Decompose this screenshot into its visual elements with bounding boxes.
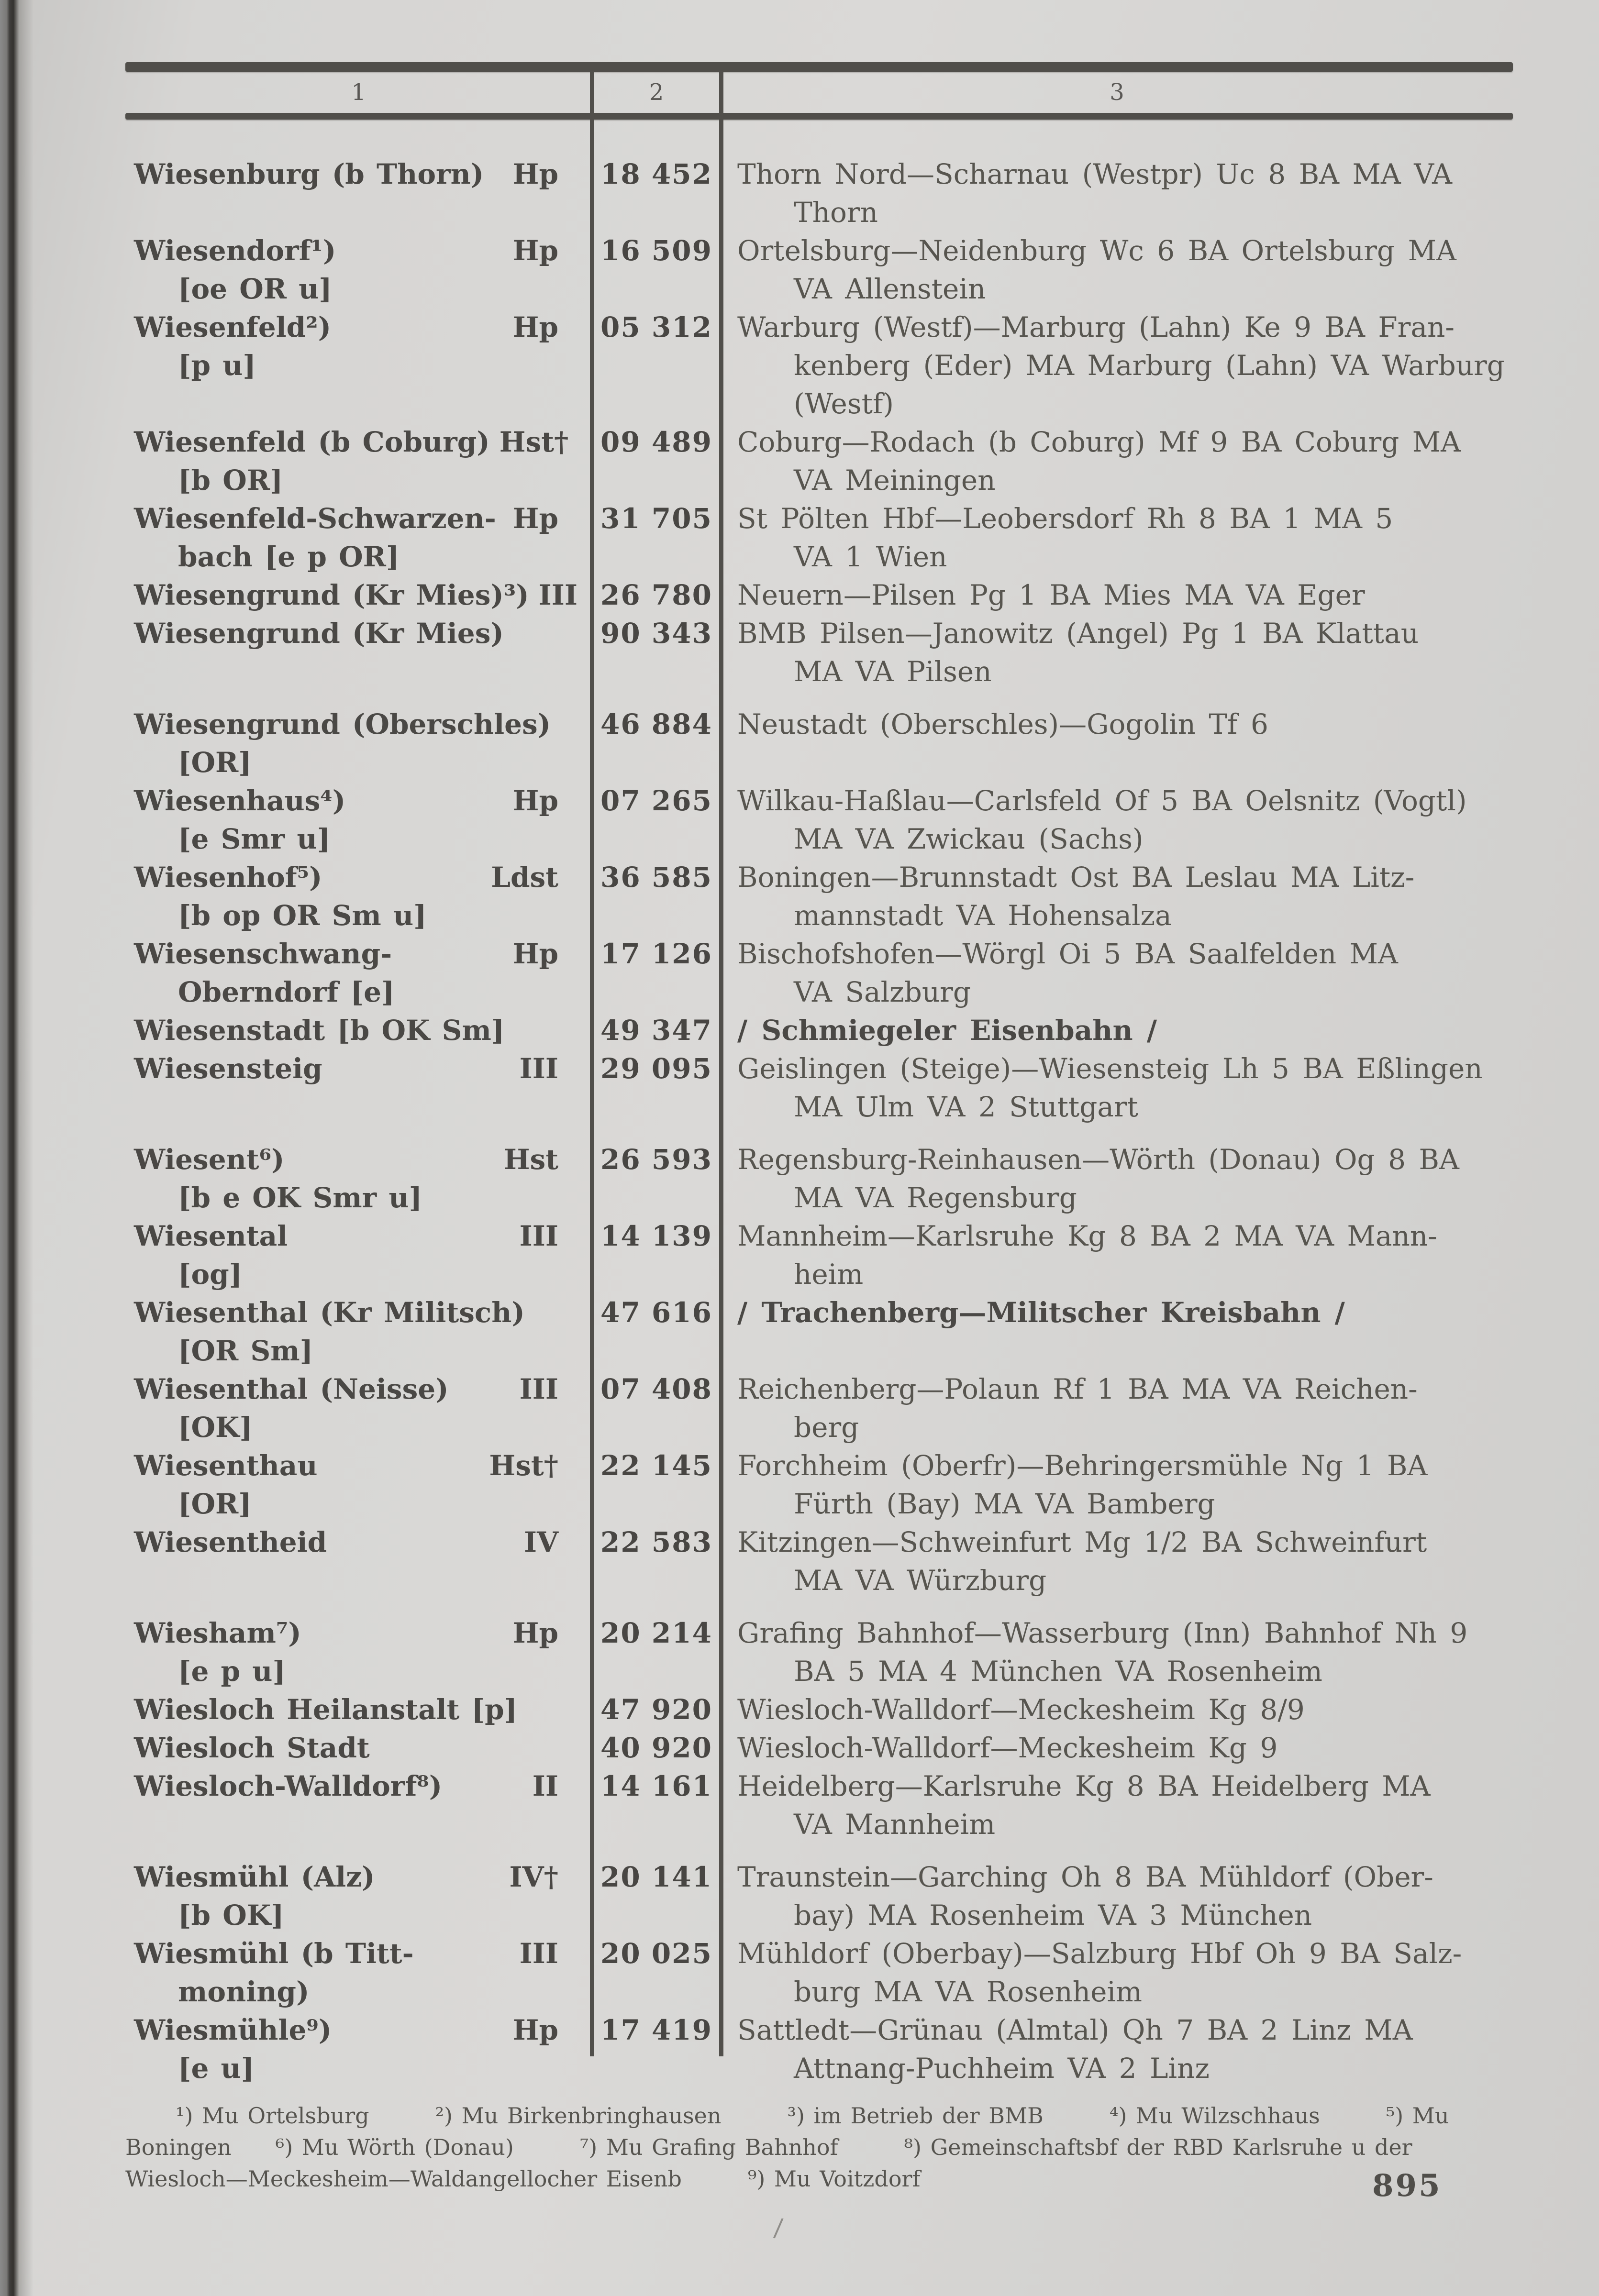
station-number: 17 419 <box>600 2014 712 2046</box>
top-rule <box>125 62 1513 72</box>
route-cell <box>721 1858 1513 1934</box>
station-line <box>134 858 558 896</box>
route-line: St Pölten Hbf—Leobersdorf Rh 8 BA 1 MA 5 <box>737 502 1393 535</box>
route-line: Geislingen (Steige)—Wiesensteig Lh 5 BA Eßlingen <box>737 1052 1483 1085</box>
station-name: Wiesenfeld (b Coburg) <box>134 426 490 458</box>
route-cell <box>721 1934 1513 2011</box>
route-line: Coburg—Rodach (b Coburg) Mf 9 BA Coburg MA <box>737 426 1461 458</box>
route-cell <box>721 705 1513 782</box>
station-name: Wiesental <box>134 1220 288 1252</box>
station-name-continuation: [b OK] <box>178 1899 284 1932</box>
station-cell <box>125 1446 592 1523</box>
station-name-continuation: [og] <box>178 1258 243 1291</box>
station-name: Wiesengrund (Oberschles) <box>134 708 551 740</box>
route-line: MA VA Regensburg <box>794 1181 1077 1214</box>
table-row <box>125 1690 1513 1729</box>
route-line: Mühldorf (Oberbay)—Salzburg Hbf Oh 9 BA Salz- <box>737 1937 1462 1970</box>
station-class: Hst <box>503 1143 558 1176</box>
table-row <box>125 1049 1513 1126</box>
station-line <box>134 499 558 538</box>
station-cell <box>125 1293 592 1370</box>
route-line: Neuern—Pilsen Pg 1 BA Mies MA VA Eger <box>737 579 1365 611</box>
table-row <box>125 1858 1513 1934</box>
route-line: MA Ulm VA 2 Stuttgart <box>794 1091 1138 1123</box>
station-class: III <box>519 1937 558 1970</box>
station-cell <box>125 705 592 782</box>
station-name-continuation: moning) <box>178 1976 310 2008</box>
station-number: 47 920 <box>600 1693 712 1726</box>
route-cell <box>721 1729 1513 1767</box>
station-line <box>134 232 558 270</box>
station-name: Wiesmühl (Alz) <box>134 1861 375 1893</box>
station-class: Hp <box>512 784 558 817</box>
station-cell <box>125 1523 592 1600</box>
station-cell <box>125 1217 592 1293</box>
station-name: Wiesenthal (Kr Militsch) <box>134 1296 525 1329</box>
station-line <box>134 1011 558 1049</box>
station-number: 49 347 <box>600 1014 712 1047</box>
station-class: IV† <box>509 1861 558 1893</box>
station-cell <box>125 308 592 423</box>
station-line <box>134 1690 558 1729</box>
station-cell <box>125 499 592 576</box>
station-name: Wiesenfeld-Schwarzen- <box>134 502 496 535</box>
station-name-continuation: Oberndorf [e] <box>178 976 395 1008</box>
station-name: Wiesenthau <box>134 1449 318 1482</box>
station-name: Wiesmühl (b Titt- <box>134 1937 414 1970</box>
page-number: 895 <box>1372 2168 1442 2204</box>
station-cell <box>125 1690 592 1729</box>
station-cell <box>125 1011 592 1049</box>
station-name-continuation: [p u] <box>178 349 256 382</box>
route-line: Neustadt (Oberschles)—Gogolin Tf 6 <box>737 708 1268 740</box>
station-class: Hp <box>512 234 558 267</box>
route-line: Traunstein—Garching Oh 8 BA Mühldorf (Ober- <box>737 1861 1433 1893</box>
station-cell <box>125 614 592 691</box>
station-cell <box>125 1140 592 1217</box>
station-number: 22 583 <box>600 1526 712 1558</box>
table-row <box>125 155 1513 232</box>
station-line <box>134 423 569 461</box>
table-row <box>125 499 1513 576</box>
station-line <box>134 614 558 652</box>
station-class: Hp <box>512 938 558 970</box>
table-row <box>125 308 1513 423</box>
route-cell <box>721 1523 1513 1600</box>
station-name-continuation: [b e OK Smr u] <box>178 1181 422 1214</box>
route-cell <box>721 1690 1513 1729</box>
route-cell <box>721 499 1513 576</box>
station-cell <box>125 1370 592 1446</box>
station-name: Wiesenschwang- <box>134 938 392 970</box>
route-line: Thorn <box>794 196 878 229</box>
station-class: Hp <box>512 502 558 535</box>
station-line <box>134 782 558 820</box>
column-header-1: 1 <box>351 79 366 106</box>
station-name-continuation: [b OR] <box>178 464 283 497</box>
stray-mark: / <box>772 2213 784 2243</box>
route-cell <box>721 782 1513 858</box>
table-row <box>125 705 1513 782</box>
station-name: Wiesent⁶) <box>134 1143 285 1176</box>
table-header <box>125 72 1513 113</box>
table-row <box>125 1934 1513 2011</box>
station-number: 20 025 <box>600 1937 712 1970</box>
station-cell <box>125 1934 592 2011</box>
station-name: Wiesenhof⁵) <box>134 861 322 894</box>
station-number: 26 780 <box>600 579 712 611</box>
station-cell <box>125 1049 592 1126</box>
route-cell <box>721 1140 1513 1217</box>
column-header-3: 3 <box>1110 79 1124 106</box>
route-line: Mannheim—Karlsruhe Kg 8 BA 2 MA VA Mann- <box>737 1220 1437 1252</box>
route-line: VA Meiningen <box>794 464 996 497</box>
station-name: Wiesentheid <box>134 1526 327 1558</box>
route-line: BMB Pilsen—Janowitz (Angel) Pg 1 BA Klattau <box>737 617 1419 650</box>
route-line: (Westf) <box>794 387 894 420</box>
station-class: III <box>519 1373 558 1405</box>
station-name: Wiesloch Heilanstalt [p] <box>134 1693 518 1726</box>
table-row <box>125 1446 1513 1523</box>
station-number: 07 265 <box>600 784 712 817</box>
station-class: Ldst <box>491 861 558 894</box>
route-cell <box>721 2011 1513 2087</box>
route-cell <box>721 1049 1513 1126</box>
station-cell <box>125 576 592 614</box>
station-line <box>134 1934 558 1973</box>
station-class: III <box>519 1220 558 1252</box>
route-cell <box>721 1217 1513 1293</box>
station-class: Hp <box>512 311 558 343</box>
station-name: Wiesengrund (Kr Mies)³) <box>134 579 529 611</box>
route-line: Reichenberg—Polaun Rf 1 BA MA VA Reichen- <box>737 1373 1418 1405</box>
station-cell <box>125 1858 592 1934</box>
station-name-continuation: [e p u] <box>178 1655 286 1688</box>
station-line <box>134 1767 558 1805</box>
table-row <box>125 1370 1513 1446</box>
route-line: Wilkau-Haßlau—Carlsfeld Of 5 BA Oelsnitz (Vogtl) <box>737 784 1467 817</box>
station-line <box>134 1140 558 1179</box>
table-row <box>125 1217 1513 1293</box>
station-number: 90 343 <box>600 617 712 650</box>
station-name-continuation: [OR] <box>178 746 252 779</box>
station-class: Hp <box>512 158 558 190</box>
route-line: bay) MA Rosenheim VA 3 München <box>794 1899 1312 1932</box>
station-number: 14 139 <box>600 1220 712 1252</box>
station-cell <box>125 782 592 858</box>
route-line: kenberg (Eder) MA Marburg (Lahn) VA Warburg <box>794 349 1505 382</box>
station-number: 31 705 <box>600 502 712 535</box>
route-line: Attnang-Puchheim VA 2 Linz <box>794 2052 1210 2085</box>
station-number: 40 920 <box>600 1732 712 1764</box>
footnotes <box>125 2100 1513 2195</box>
station-line <box>134 935 558 973</box>
station-name-continuation: [OR] <box>178 1488 252 1520</box>
route-line: berg <box>794 1411 859 1444</box>
column-divider-2 <box>719 71 723 2056</box>
station-number: 16 509 <box>600 234 712 267</box>
station-name-continuation: [e u] <box>178 2052 255 2085</box>
station-line <box>134 1217 558 1255</box>
route-line: Fürth (Bay) MA VA Bamberg <box>794 1488 1215 1520</box>
route-line: VA Allenstein <box>794 273 986 305</box>
station-cell <box>125 858 592 935</box>
route-line: / Schmiegeler Eisenbahn / <box>737 1014 1157 1047</box>
station-cell <box>125 423 592 499</box>
station-name: Wiesloch-Walldorf⁸) <box>134 1770 443 1802</box>
station-cell <box>125 1614 592 1690</box>
station-number: 36 585 <box>600 861 712 894</box>
route-cell <box>721 858 1513 935</box>
station-line <box>134 1614 558 1652</box>
station-name-continuation: [e Smr u] <box>178 823 331 855</box>
station-name: Wiesenstadt [b OK Sm] <box>134 1014 505 1047</box>
footnote-line: Wiesloch—Meckesheim—Waldangellocher Eisenb ⁹) Mu Voitzdorf <box>125 2166 921 2192</box>
route-line: Heidelberg—Karlsruhe Kg 8 BA Heidelberg MA <box>737 1770 1431 1802</box>
route-line: VA 1 Wien <box>794 541 947 573</box>
station-name: Wiesenhaus⁴) <box>134 784 346 817</box>
station-number: 09 489 <box>600 426 712 458</box>
table-row <box>125 423 1513 499</box>
station-name: Wiesendorf¹) <box>134 234 336 267</box>
station-class: Hst† <box>489 1449 558 1482</box>
route-cell <box>721 614 1513 691</box>
station-cell <box>125 935 592 1011</box>
station-name-continuation: [b op OR Sm u] <box>178 899 427 932</box>
route-line: mannstadt VA Hohensalza <box>794 899 1172 932</box>
route-line: VA Mannheim <box>794 1808 996 1841</box>
route-line: / Trachenberg—Militscher Kreisbahn / <box>737 1296 1345 1329</box>
station-name-continuation: [OK] <box>178 1411 253 1444</box>
route-cell <box>721 1614 1513 1690</box>
footnote-line: Boningen ⁶) Mu Wörth (Donau) ⁷) Mu Grafing Bahnhof ⁸) Gemeinschaftsbf der RBD Karlsruhe u der <box>125 2134 1412 2160</box>
station-line <box>134 1858 558 1896</box>
route-line: Regensburg-Reinhausen—Wörth (Donau) Og 8 BA <box>737 1143 1459 1176</box>
station-line <box>134 155 558 193</box>
station-cell <box>125 1767 592 1843</box>
station-line <box>134 1523 558 1561</box>
route-line: MA VA Würzburg <box>794 1564 1047 1597</box>
table-row <box>125 1767 1513 1843</box>
table-row <box>125 576 1513 614</box>
station-line <box>134 308 558 346</box>
station-line <box>134 1293 558 1332</box>
route-line: burg MA VA Rosenheim <box>794 1976 1143 2008</box>
station-line <box>134 1049 558 1088</box>
route-line: Sattledt—Grünau (Almtal) Qh 7 BA 2 Linz MA <box>737 2014 1413 2046</box>
station-class: Hp <box>512 2014 558 2046</box>
station-name-continuation: [OR Sm] <box>178 1335 313 1367</box>
table-row <box>125 232 1513 308</box>
route-line: MA VA Zwickau (Sachs) <box>794 823 1144 855</box>
table-row <box>125 1011 1513 1049</box>
station-name: Wiesengrund (Kr Mies) <box>134 617 504 650</box>
station-cell <box>125 155 592 232</box>
station-table <box>125 62 1513 2195</box>
station-number: 05 312 <box>600 311 712 343</box>
table-row <box>125 935 1513 1011</box>
column-divider-1 <box>590 71 594 2056</box>
route-line: Wiesloch-Walldorf—Meckesheim Kg 8/9 <box>737 1693 1305 1726</box>
table-row <box>125 1140 1513 1217</box>
station-name: Wiesenfeld²) <box>134 311 332 343</box>
station-line <box>134 1729 558 1767</box>
station-number: 46 884 <box>600 708 712 740</box>
station-name: Wiesmühle⁹) <box>134 2014 332 2046</box>
header-rule <box>125 113 1513 120</box>
route-line: Bischofshofen—Wörgl Oi 5 BA Saalfelden MA <box>737 938 1398 970</box>
station-class: IV <box>523 1526 558 1558</box>
station-line <box>134 576 578 614</box>
station-cell <box>125 2011 592 2087</box>
route-line: MA VA Pilsen <box>794 655 992 688</box>
station-line <box>134 705 558 743</box>
station-name: Wiesham⁷) <box>134 1617 301 1649</box>
route-line: Forchheim (Oberfr)—Behringersmühle Ng 1 BA <box>737 1449 1428 1482</box>
route-cell <box>721 232 1513 308</box>
station-number: 20 141 <box>600 1861 712 1893</box>
station-number: 07 408 <box>600 1373 712 1405</box>
station-name: Wiesensteig <box>134 1052 322 1085</box>
station-number: 20 214 <box>600 1617 712 1649</box>
table-row <box>125 1293 1513 1370</box>
route-cell <box>721 155 1513 232</box>
station-number: 22 145 <box>600 1449 712 1482</box>
table-row <box>125 858 1513 935</box>
station-name-continuation: [oe OR u] <box>178 273 332 305</box>
station-number: 26 593 <box>600 1143 712 1176</box>
route-cell <box>721 1446 1513 1523</box>
route-line: heim <box>794 1258 864 1291</box>
table-row <box>125 2011 1513 2087</box>
station-line <box>134 1446 558 1485</box>
table-body <box>125 120 1513 2087</box>
table-row <box>125 1729 1513 1767</box>
station-name-continuation: bach [e p OR] <box>178 541 400 573</box>
station-number: 47 616 <box>600 1296 712 1329</box>
route-line: BA 5 MA 4 München VA Rosenheim <box>794 1655 1322 1688</box>
station-number: 17 126 <box>600 938 712 970</box>
station-number: 14 161 <box>600 1770 712 1802</box>
route-cell <box>721 1293 1513 1370</box>
table-row <box>125 1523 1513 1600</box>
station-number: 18 452 <box>600 158 712 190</box>
route-cell <box>721 1767 1513 1843</box>
column-header-2: 2 <box>649 79 664 106</box>
station-cell <box>125 232 592 308</box>
route-cell <box>721 576 1513 614</box>
station-class: Hst† <box>499 426 569 458</box>
station-name: Wiesloch Stadt <box>134 1732 370 1764</box>
route-line: VA Salzburg <box>794 976 971 1008</box>
station-name: Wiesenthal (Neisse) <box>134 1373 449 1405</box>
route-line: Wiesloch-Walldorf—Meckesheim Kg 9 <box>737 1732 1278 1764</box>
table-row <box>125 1614 1513 1690</box>
station-class: III <box>519 1052 558 1085</box>
station-class: III <box>538 579 578 611</box>
table-row <box>125 614 1513 691</box>
route-line: Ortelsburg—Neidenburg Wc 6 BA Ortelsburg MA <box>737 234 1456 267</box>
station-cell <box>125 1729 592 1767</box>
route-line: Warburg (Westf)—Marburg (Lahn) Ke 9 BA Fran- <box>737 311 1455 343</box>
route-cell <box>721 1370 1513 1446</box>
route-line: Thorn Nord—Scharnau (Westpr) Uc 8 BA MA VA <box>737 158 1453 190</box>
route-cell <box>721 935 1513 1011</box>
route-line: Kitzingen—Schweinfurt Mg 1/2 BA Schweinfurt <box>737 1526 1427 1558</box>
footnote-line: ¹) Mu Ortelsburg ²) Mu Birkenbringhausen ³) im Betrieb der BMB ⁴) Mu Wilzschhaus ⁵) Mu <box>176 2103 1449 2129</box>
route-cell <box>721 423 1513 499</box>
station-line <box>134 1370 558 1408</box>
route-cell <box>721 308 1513 423</box>
route-cell <box>721 1011 1513 1049</box>
table-row <box>125 782 1513 858</box>
book-spine-shadow <box>0 0 33 2296</box>
station-number: 29 095 <box>600 1052 712 1085</box>
station-line <box>134 2011 558 2049</box>
route-line: Boningen—Brunnstadt Ost BA Leslau MA Litz- <box>737 861 1415 894</box>
station-class: Hp <box>512 1617 558 1649</box>
station-name: Wiesenburg (b Thorn) <box>134 158 484 190</box>
route-line: Grafing Bahnhof—Wasserburg (Inn) Bahnhof Nh 9 <box>737 1617 1468 1649</box>
station-class: II <box>532 1770 558 1802</box>
